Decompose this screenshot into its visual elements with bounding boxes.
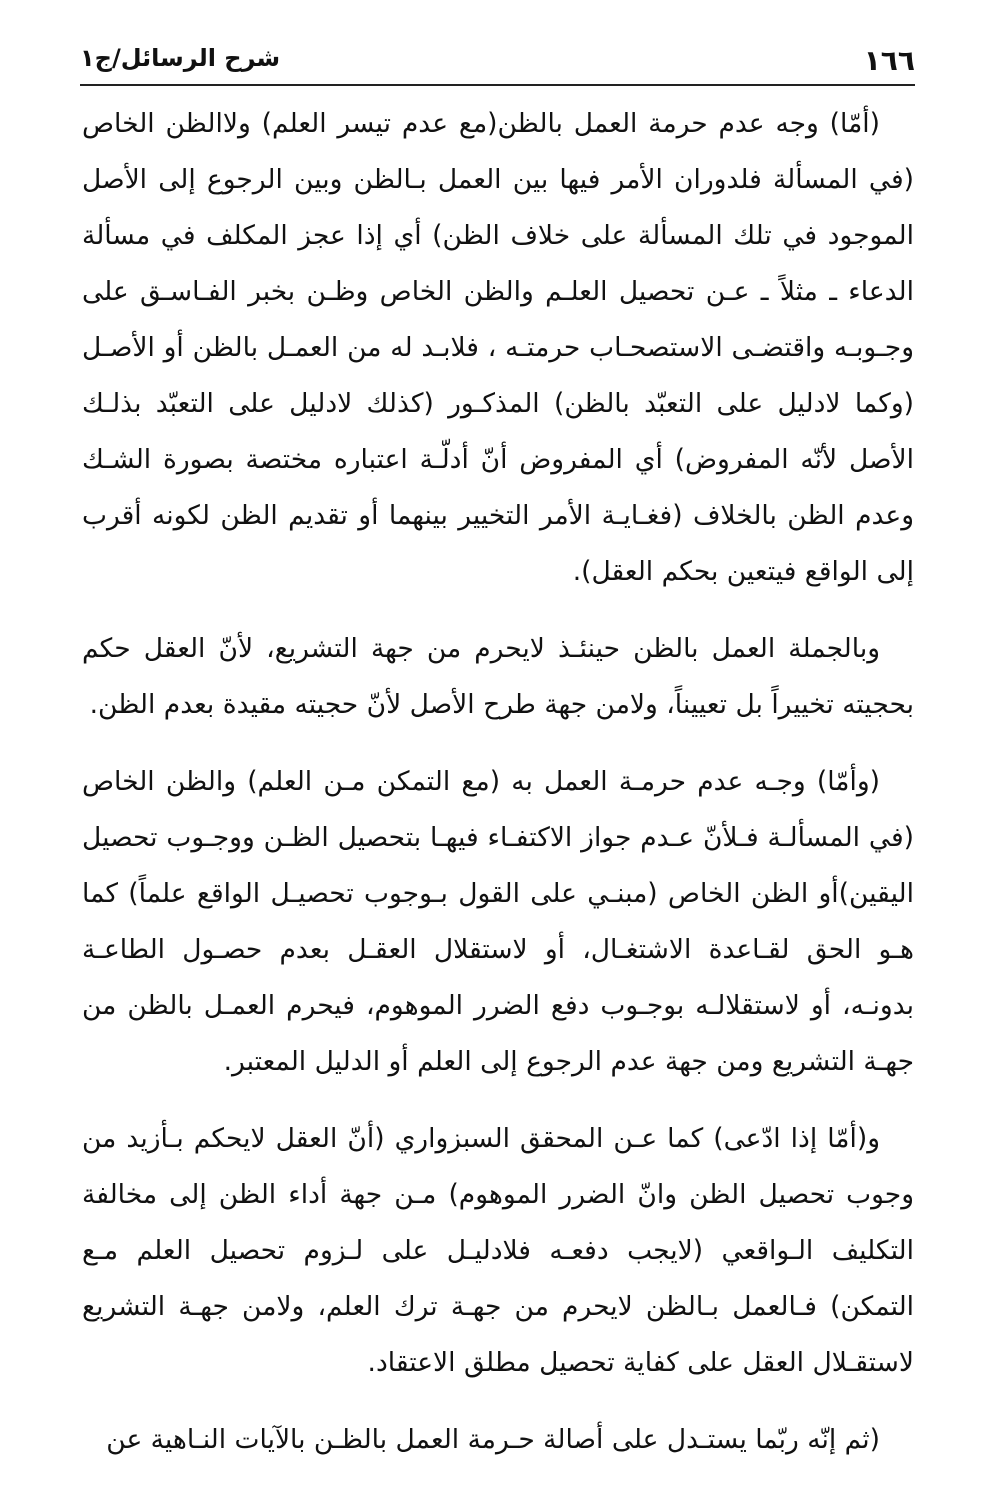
page-header bbox=[80, 38, 915, 88]
page-number: ١٦٦ bbox=[863, 44, 915, 77]
header-divider bbox=[80, 84, 915, 86]
page-body bbox=[82, 96, 914, 1489]
paragraph: (وأمّا) وجـه عدم حرمـة العمل به (مع التمكن مـن العلم) والظن الخاص (في المسألـة فـلأنّ عـدم جواز الاكتفـاء فيهـا بتحصيل الظـن ووجـوب تحصيل اليقين)أو الظن الخاص (مبنـي على القول بـوجوب تحصيـل الواقع علماً) كما هـو الحق لقـاعدة الاشتغـال، أو لاستقلال العقـل بعدم حصـول الطاعـة بدونـه، أو لاستقلالـه بوجـوب دفع الضرر الموهوم، فيحرم العمـل بالظن من جهـة التشريع ومن جهة عدم الرجوع إلى العلم أو الدليل المعتبر. bbox=[82, 766, 914, 1077]
paragraph: و(أمّا إذا ادّعى) كما عـن المحقق السبزواري (أنّ العقل لايحكم بـأزيد من وجوب تحصيل الظن وانّ الضرر الموهوم) مـن جهة أداء الظن إلى مخالفة التكليف الـواقعي (لايجب دفعـه فلادليـل على لـزوم تحصيل العلم مـع التمكن) فـالعمل بـالظن لايحرم من جهـة ترك العلم، ولامن جهـة التشريع لاستقـلال العقل على كفاية تحصيل مطلق الاعتقاد. bbox=[82, 1123, 914, 1378]
running-title: شرح الرسائل/ج١ bbox=[80, 44, 281, 72]
paragraph: (ثم إنّه ربّما يستـدل على أصالة حـرمة العمل بالظـن بالآيات النـاهية عن bbox=[106, 1424, 880, 1455]
paragraph: وبالجملة العمل بالظن حينئـذ لايحرم من جهة التشريع، لأنّ العقل حكم بحجيته تخييراً بل تعييناً، ولامن جهة طرح الأصل لأنّ حجيته مقيدة بعدم الظن. bbox=[82, 633, 914, 720]
paragraph: (أمّا) وجه عدم حرمة العمل بالظن(مع عدم تيسر العلم) ولاالظن الخاص (في المسألة فلدوران الأمر فيها بين العمل بـالظن وبين الرجوع إلى الأصل الموجود في تلك المسألة على خلاف الظن) أي إذا عجز المكلف في مسألة الدعاء ـ مثلاً ـ عـن تحصيل العلـم والظن الخاص وظـن بخبر الفـاسـق على وجـوبـه واقتضـى الاستصحـاب حرمتـه ، فلابـد له من العمـل بالظن أو الأصـل (وكما لادليل على التعبّد بالظن) المذكـور (كذلك لادليل على التعبّد بذلـك الأصل لأنّه المفروض) أي المفروض أنّ أدلّـة اعتباره مختصة بصورة الشـك وعدم الظن بالخلاف (فغـايـة الأمر التخيير بينهما أو تقديم الظن لكونه أقرب إلى الواقع فيتعين بحكم العقل). bbox=[82, 108, 914, 587]
